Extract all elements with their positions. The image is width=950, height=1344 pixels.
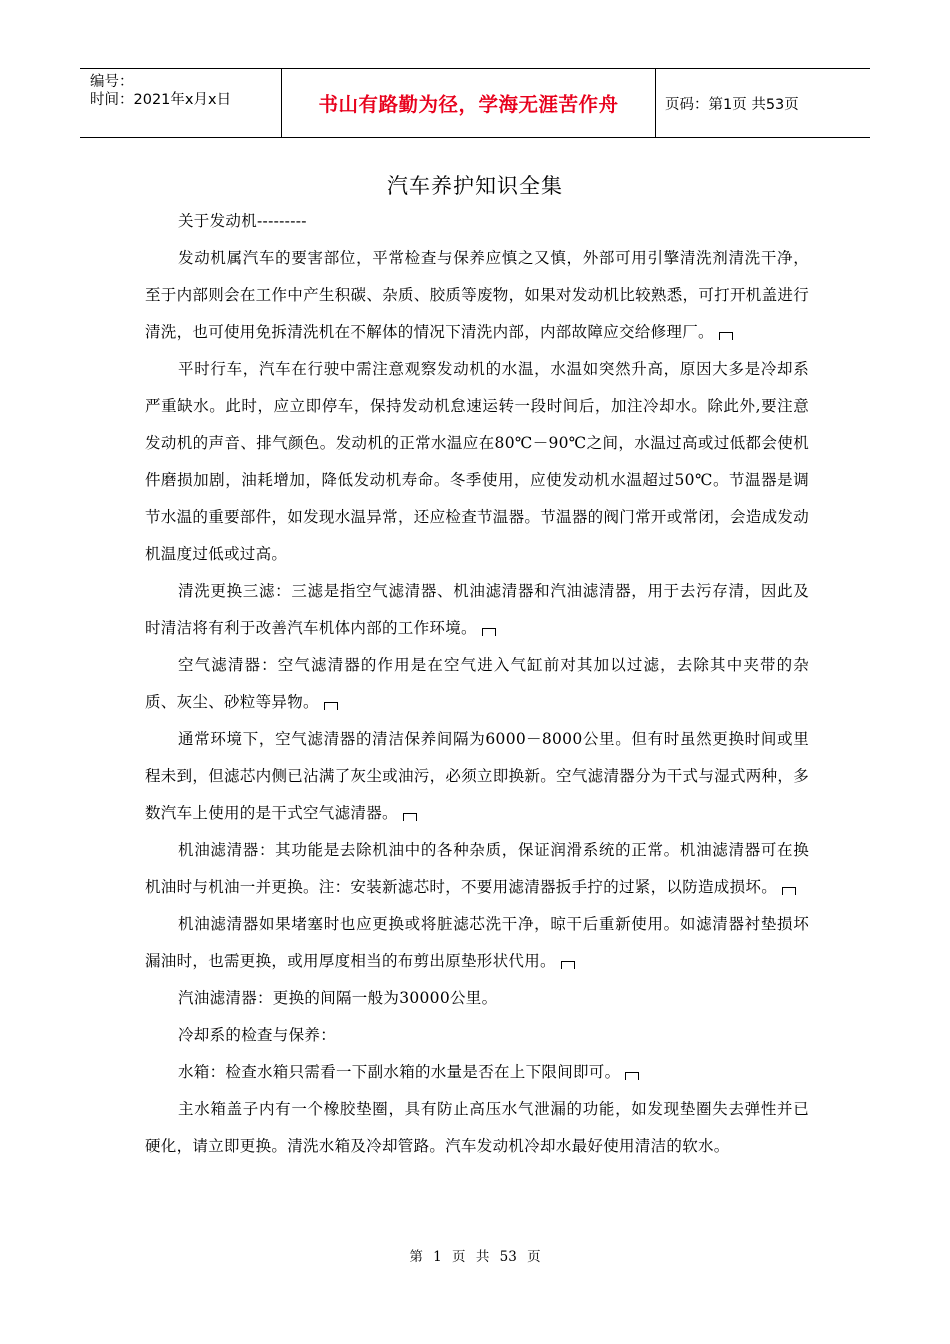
body-paragraph	[145, 980, 809, 1017]
header-page-info: 页码：第1页 共53页	[665, 96, 799, 113]
header-table	[80, 68, 870, 138]
body-paragraph	[145, 1054, 809, 1091]
paragraph-text: 关于发动机---------	[178, 212, 307, 230]
document-body	[145, 203, 809, 1165]
body-paragraph	[145, 573, 809, 647]
document-title: 汽车养护知识全集	[387, 174, 563, 198]
paragraph-text: 机油滤清器：其功能是去除机油中的各种杂质，保证润滑系统的正常。机油滤清器可在换机油时与机油一并更换。注：安装新滤芯时，不要用滤清器扳手拧的过紧，以防造成损坏。	[145, 841, 809, 896]
header-motto: 书山有路勤为径，学海无涯苦作舟	[282, 69, 656, 137]
paragraph-text: 水箱：检查水箱只需看一下副水箱的水量是否在上下限间即可。	[178, 1063, 621, 1081]
paragraph-text: 空气滤清器：空气滤清器的作用是在空气进入气缸前对其加以过滤，去除其中夹带的杂质、灰尘、砂粒等异物。	[145, 656, 809, 711]
paragraph-text: 主水箱盖子内有一个橡胶垫圈，具有防止高压水气泄漏的功能，如发现垫圈失去弹性并已硬化，请立即更换。清洗水箱及冷却管路。汽车发动机冷却水最好使用清洁的软水。	[145, 1100, 809, 1155]
document-number-label: 编号：	[90, 74, 134, 90]
paragraph-text: 机油滤清器如果堵塞时也应更换或将脏滤芯洗干净，晾干后重新使用。如滤清器衬垫损坏漏油时，也需更换，或用厚度相当的布剪出原垫形状代用。	[145, 915, 809, 970]
body-paragraph	[145, 1091, 809, 1165]
body-paragraph	[145, 721, 809, 832]
paragraph-mark-icon	[482, 628, 496, 636]
paragraph-text: 汽油滤清器：更换的间隔一般为30000公里。	[178, 989, 498, 1007]
paragraph-text: 发动机属汽车的要害部位，平常检查与保养应慎之又慎，外部可用引擎清洗剂清洗干净，至于内部则会在工作中产生积碳、杂质、胶质等废物，如果对发动机比较熟悉，可打开机盖进行清洗，也可使用免拆清洗机在不解体的情况下清洗内部，内部故障应交给修理厂。	[145, 249, 809, 341]
paragraph-text: 清洗更换三滤：三滤是指空气滤清器、机油滤清器和汽油滤清器，用于去污存清，因此及时清洁将有利于改善汽车机体内部的工作环境。	[145, 582, 809, 637]
document-time-label: 时间：2021年x月x日	[90, 92, 232, 108]
header-meta-cell	[80, 69, 282, 137]
body-paragraph	[145, 832, 809, 906]
paragraph-text: 平时行车，汽车在行驶中需注意观察发动机的水温，水温如突然升高，原因大多是冷却系严重缺水。此时，应立即停车，保持发动机怠速运转一段时间后，加注冷却水。除此外,要注意发动机的声音、排气颜色。发动机的正常水温应在80℃－90℃之间，水温过高或过低都会使机件磨损加剧，油耗增加，降低发动机寿命。冬季使用，应使发动机水温超过50℃。节温器是调节水温的重要部件，如发现水温异常，还应检查节温器。节温器的阀门常开或常闭，会造成发动机温度过低或过高。	[145, 360, 809, 563]
body-paragraph	[145, 351, 809, 573]
paragraph-mark-icon	[324, 702, 338, 710]
page-footer: 第 1 页 共 53 页	[409, 1249, 541, 1265]
paragraph-text: 冷却系的检查与保养：	[178, 1026, 337, 1044]
paragraph-mark-icon	[561, 961, 575, 969]
body-paragraph	[145, 240, 809, 351]
paragraph-mark-icon	[625, 1072, 639, 1080]
body-paragraph	[145, 203, 809, 240]
paragraph-mark-icon	[782, 887, 796, 895]
paragraph-mark-icon	[719, 332, 733, 340]
body-paragraph	[145, 647, 809, 721]
paragraph-text: 通常环境下，空气滤清器的清洁保养间隔为6000－8000公里。但有时虽然更换时间或里程未到，但滤芯内侧已沾满了灰尘或油污，必须立即换新。空气滤清器分为干式与湿式两种，多数汽车上使用的是干式空气滤清器。	[145, 730, 809, 822]
body-paragraph	[145, 906, 809, 980]
paragraph-mark-icon	[403, 813, 417, 821]
body-paragraph	[145, 1017, 809, 1054]
